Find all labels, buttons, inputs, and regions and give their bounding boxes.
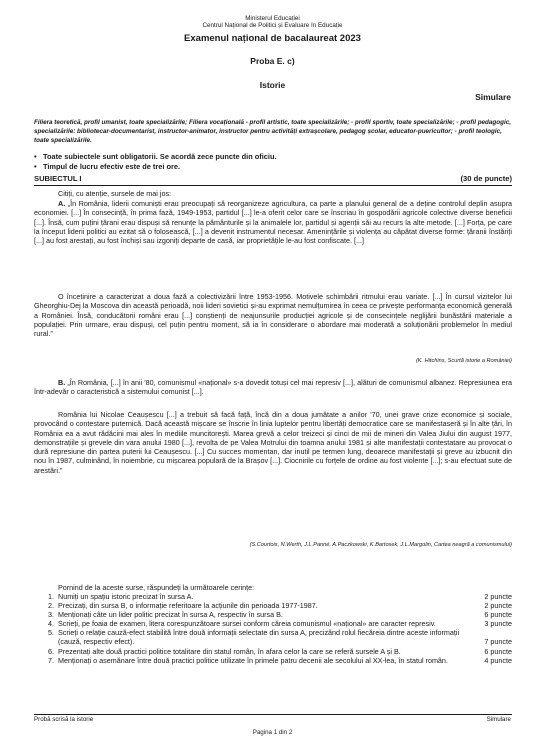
task-text: Precizați, din sursa B, o informație referitoare la acțiunile din perioada 1977-1987. (58, 601, 318, 611)
task-number: 7. (48, 655, 54, 665)
task-text: Menționați o asemănare între două practici politice utilizate în primele patru decenii ale secolului al XX-lea, în statul român. (58, 655, 448, 665)
footer-divider (34, 714, 512, 715)
source-b-citation: (S.Courtois, N.Werth, J.L.Panné, A.Paczkowski, K.Bartosek, J.L.Margolin, Cartea neagră a comunismului) (249, 542, 512, 548)
page-number: Pagina 1 din 2 (252, 729, 293, 736)
task-points: 2 puncte (484, 601, 512, 611)
source-a-paragraph-1 (34, 199, 512, 245)
task-text: Scrieți o relație cauză-efect stabilită între două informații selectate din sursa A, precizând rolul fiecăreia dintre aceste informații (cauză, respectiv efect). (58, 628, 460, 647)
task-number: 2. (48, 601, 54, 611)
tasks-list (48, 592, 512, 665)
task-number: 3. (48, 610, 54, 620)
task-points: 4 puncte (484, 655, 512, 665)
task-points: 3 puncte (484, 619, 512, 629)
task-number: 1. (48, 592, 54, 601)
task-number: 4. (48, 619, 54, 629)
source-b-marker: B. (58, 378, 66, 387)
ministry-header: Ministerul Educației (245, 15, 300, 22)
task-points: 2 puncte (484, 592, 512, 601)
source-a-citation: (K. Hitchins, Scurtă istorie a României) (415, 358, 512, 364)
task-text: Menționați câte un lider politic precizat în sursa A, respectiv în sursa B. (58, 610, 283, 620)
task-points: 7 puncte (484, 637, 512, 647)
subject-points: (30 de puncte) (460, 174, 512, 183)
read-instruction: Citiți, cu atenție, sursele de mai jos: (58, 189, 172, 198)
simulation-label: Simulare (475, 92, 511, 102)
rule-item: • Toate subiectele sunt obligatorii. Se acordă zece puncte din oficiu. (34, 152, 512, 162)
subject-label: SUBIECTUL I (34, 174, 82, 183)
source-a-paragraph-2: O încetinire a caracterizat a doua fază a colectivizării între 1953-1956. Motivele schimbării ritmului erau variate. [...] În cursul vizitelor lui Gheorghiu-Dej la Moscova din această perioadă, noii lideri sovietici și-au exprimat nemulțumirea în ceea ce privește performanța economică generală a României. Însă, conducătorii români erau [...] conștienți de neajunsurile producției agricole și de consecințele neglijării bunăstării materiale a populației. Prin urmare, erau dispuși, cel puțin pentru moment, să ia în considerare o abordare mai moderată a soluționării problemelor în mediul rural.” (34, 292, 512, 338)
task-item (48, 601, 512, 610)
proba-label: Proba E. c) (250, 56, 295, 66)
source-a-marker: A. (58, 199, 66, 208)
task-number: 5. (48, 628, 54, 638)
filiere-text: Filiera teoretică, profil umanist, toate specializările; Filiera vocațională - profil artistic, toate specializările; - profil sportiv, toate specializările; - profil pedagogic, specializările: bibliotecar-documentarist, instructor-animator, instructor pentru activități extrașcolare, pedagog școlar, educator-puericultor; - profil teologic, toate specializările. (34, 119, 511, 144)
task-item (48, 592, 512, 601)
source-b-paragraph-2: România lui Nicolae Ceaușescu [...] a trebuit să facă față, încă din a doua jumătate a anilor '70, unei grave crize economice și sociale, provocând o contestare puternică. Dacă această mișcare se înscrie în linia luptelor pentru libertăți democratice care se manifestaseră și în alte țări, în România ea a avut rădăcini mai ales în mediile muncitorești. Marea grevă a celor treizeci și cinci de mii de mineri din Valea Jiului din august 1977, demonstrațiile și grevele din vara anului 1980 [...], revolta de pe Valea Motrului din toamna anului 1981 și alte manifestații contestatare au provocat o dură represiune din partea puterii lui Ceaușescu. [...] Cu succes momentan, dar inutil pe termen lung, deoarece manifestații și greve au izbucnit din nou în 1987, culminând, în noiembrie, cu mișcarea populară de la Brașov [...]. Ciocnirile cu forțele de ordine au fost violente [...]; s-au efectuat sute de arestări.” (34, 410, 512, 475)
task-text: Prezentați alte două practici politice totalitare din statul român, în afara celor la care se referă sursele A și B. (58, 646, 401, 656)
center-header: Centrul Național de Politici și Evaluare în Educație (202, 22, 343, 29)
footer-right: Simulare (486, 716, 511, 723)
task-item (48, 656, 512, 665)
footer-left: Probă scrisă la istorie (34, 716, 94, 723)
tasks-intro: Pornind de la aceste surse, răspundeți la următoarele cerințe: (58, 583, 255, 592)
task-points: 6 puncte (484, 610, 512, 620)
task-text: Scrieți, pe foaia de examen, litera corespunzătoare sursei conform căreia comunismul «național» are caracter represiv. (58, 619, 436, 629)
task-number: 6. (48, 646, 54, 656)
source-b-paragraph-1 (34, 378, 512, 397)
task-text: Numiți un spațiu istoric precizat în sursa A. (58, 592, 194, 601)
source-b-text-1: „În România, [...] în anii '80, comunismul «național» s-a dovedit totuși cel mai represiv [...], alături de comunismul albanez. Represiunea era într-adevăr o caracteristică a sistemului comunist [...]. (34, 378, 513, 397)
task-item (48, 628, 512, 646)
task-item (48, 619, 512, 628)
task-item (48, 610, 512, 619)
subject-heading (34, 174, 512, 186)
task-item (48, 647, 512, 656)
exam-title: Examenul național de bacalaureat 2023 (184, 33, 361, 44)
rule-item: • Timpul de lucru efectiv este de trei ore. (34, 162, 512, 172)
rules-list (34, 152, 512, 172)
task-points: 6 puncte (484, 646, 512, 656)
subject-name: Istorie (259, 80, 286, 90)
source-a-text-1: „În România, liderii comuniști erau preocupați să reorganizeze agricultura, ca parte a planului general de a deține controlul deplin asupra economiei. [...] În consecință, în prima fază, 1949-1953, partidul [...] le-a oferit celor care se înscriau în gospodării agricole colective diverse beneficii [...]. Însă, cum puțini țărani erau dispuși să renunțe la pământurile și la animalele lor, partidul și agenții săi au recurs la alte metode. [...] Forța, pe care la început liderii politici au ezitat să o folosească, [...] a devenit instrumentul necesar. Amenințările și violența au căpătat diverse forme: țăranii înstăriți [...] au fost arestați, au fost închiși sau izgoniți departe de casă, iar proprietățile le-au fost confiscate. [...] (34, 199, 513, 245)
